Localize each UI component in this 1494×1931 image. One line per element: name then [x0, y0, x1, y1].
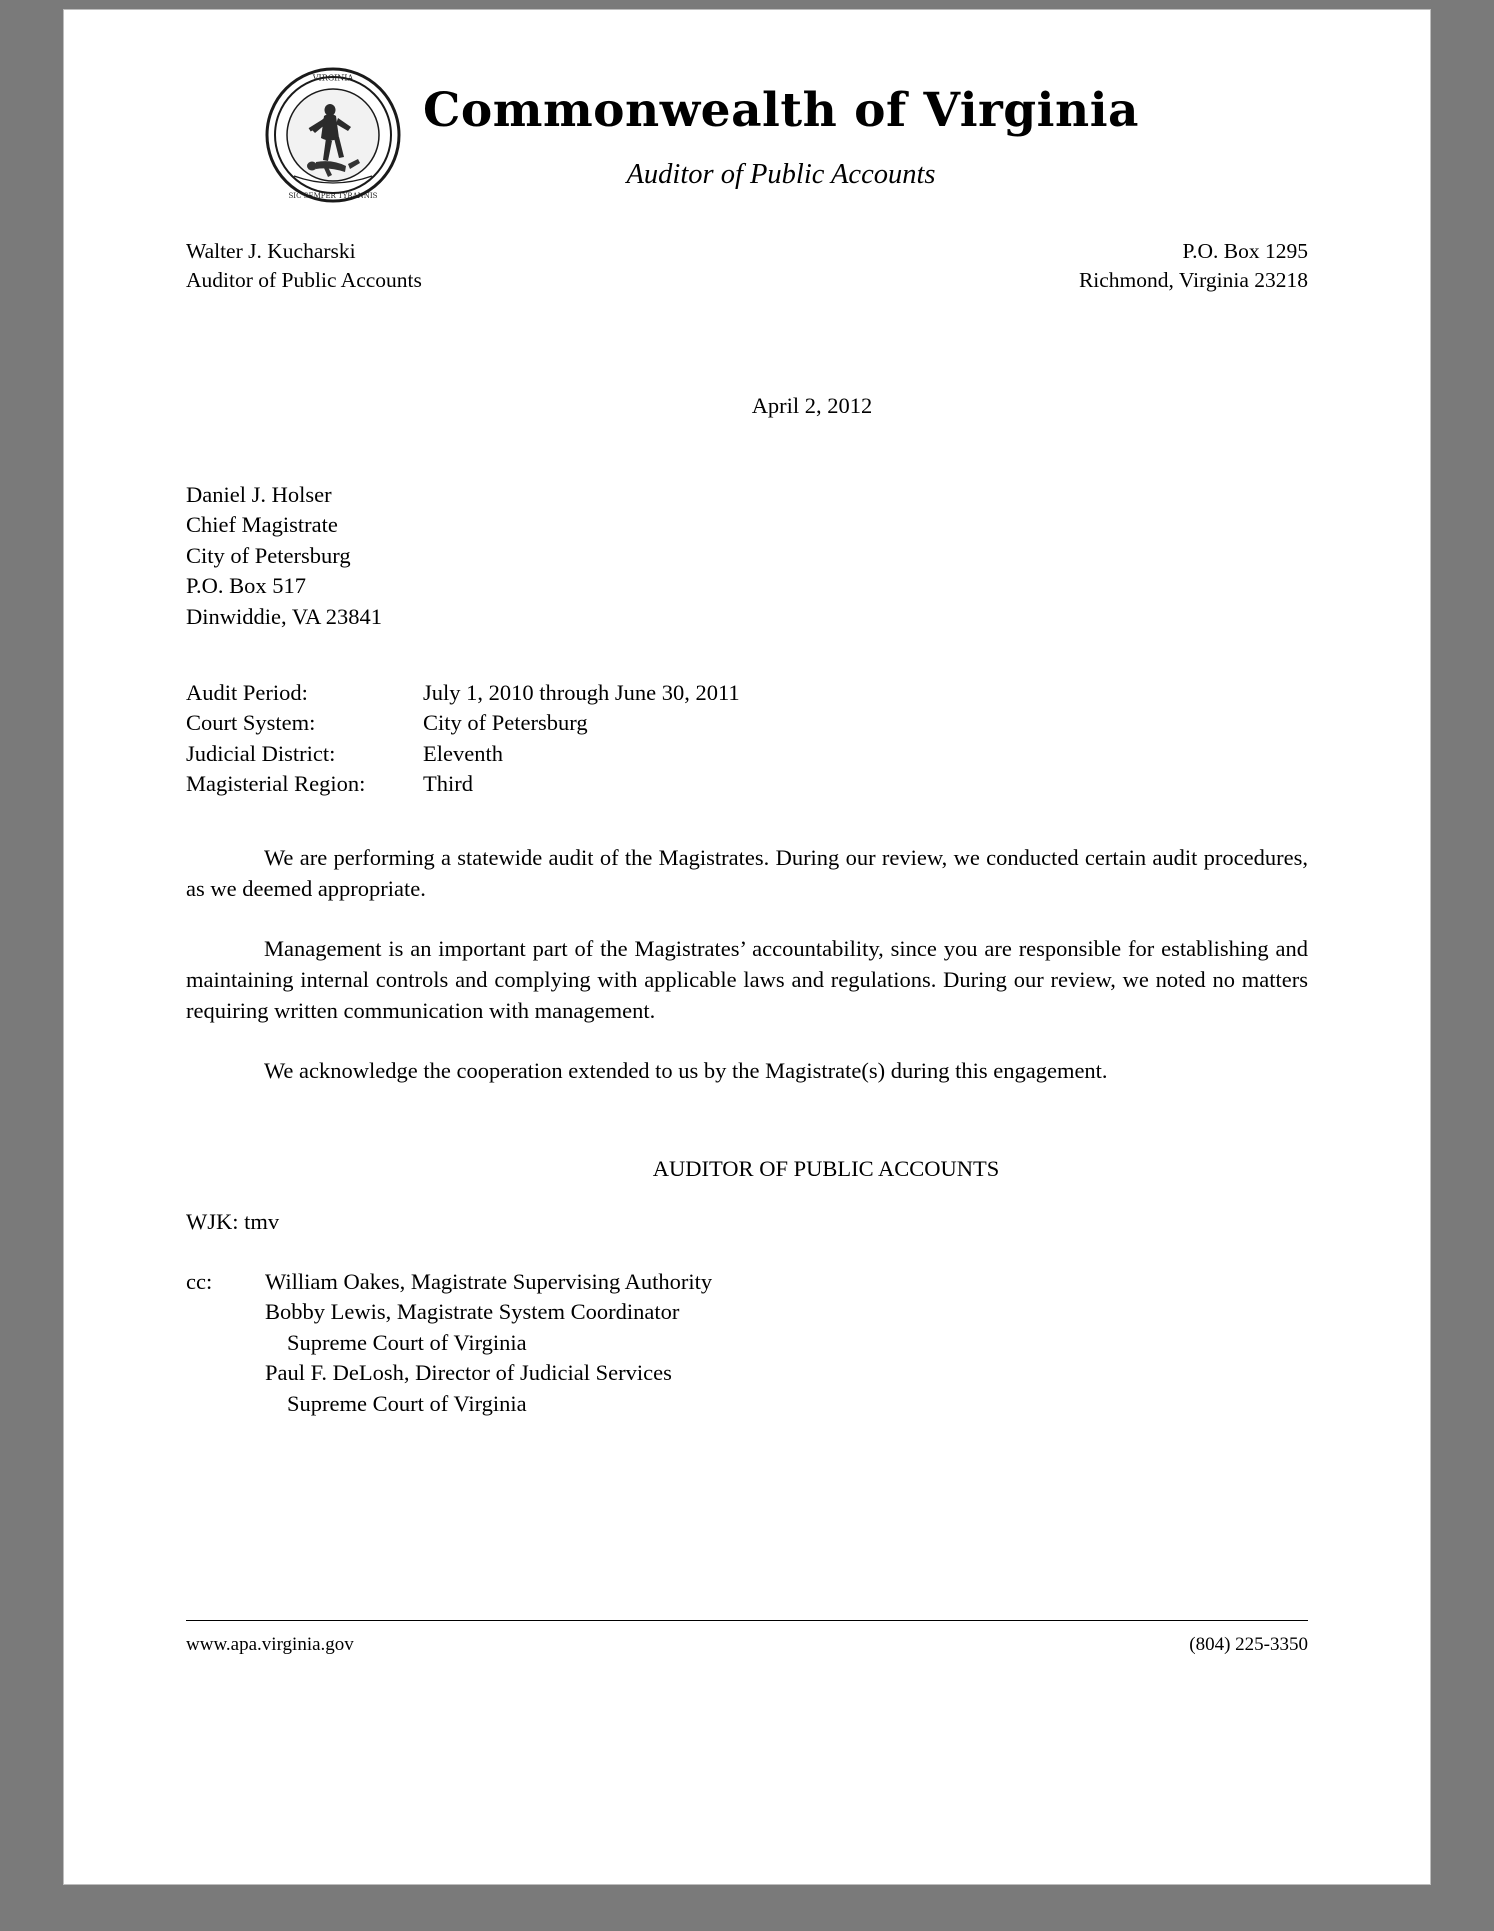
meta-label: Judicial District:	[186, 740, 336, 766]
body-paragraph: We acknowledge the cooperation extended to us by the Magistrate(s) during this engagement.	[264, 1058, 1108, 1084]
body-paragraph: Management is an important part of the Magistrates’ accountability, since you are responsible for establishing and maintaining internal controls and complying with applicable laws and regulations. During our review, we noted no matters requiring written communication with management.	[186, 936, 1308, 1024]
body-paragraph: We are performing a statewide audit of the Magistrates. During our review, we conducted certain audit procedures, as we deemed appropriate.	[186, 845, 1308, 902]
meta-label: Audit Period:	[186, 680, 308, 705]
contact-left	[186, 237, 422, 295]
org-subtitle: Auditor of Public Accounts	[626, 159, 936, 191]
footer-divider	[186, 1620, 1308, 1621]
audit-meta-block	[186, 678, 740, 800]
cc-recipient-org: Supreme Court of Virginia	[287, 1329, 527, 1355]
meta-value: July 1, 2010 through June 30, 2011	[423, 680, 740, 705]
meta-value: Third	[423, 771, 473, 797]
meta-label: Court System:	[186, 710, 316, 736]
letter-body	[186, 842, 1308, 1115]
auditor-name: Walter J. Kucharski	[186, 239, 356, 263]
cc-recipient: Paul F. DeLosh, Director of Judicial Services	[265, 1360, 672, 1386]
org-title: Commonwealth of Virginia	[422, 83, 1140, 138]
page-content	[64, 10, 1430, 1884]
meta-row	[186, 739, 740, 769]
signature-block: AUDITOR OF PUBLIC ACCOUNTS	[652, 1156, 1000, 1181]
letterhead	[64, 62, 1430, 293]
addressee-line: City of Petersburg	[186, 542, 351, 568]
meta-label: Magisterial Region:	[186, 771, 366, 797]
cc-label: cc:	[186, 1269, 213, 1294]
cc-recipient: Bobby Lewis, Magistrate System Coordinator	[265, 1299, 680, 1325]
document-page	[64, 10, 1430, 1884]
meta-value: City of Petersburg	[423, 710, 588, 736]
addressee-line: Dinwiddie, VA 23841	[186, 603, 383, 629]
footer-website[interactable]: www.apa.virginia.gov	[186, 1634, 354, 1655]
addressee-line: P.O. Box 517	[186, 573, 307, 599]
svg-text:VIRGINIA: VIRGINIA	[312, 73, 354, 83]
addressee-line: Chief Magistrate	[186, 512, 338, 538]
svg-text:SIC SEMPER TYRANNIS: SIC SEMPER TYRANNIS	[288, 192, 378, 200]
cc-recipient-org: Supreme Court of Virginia	[287, 1390, 527, 1416]
po-box: P.O. Box 1295	[1182, 239, 1308, 263]
footer-phone: (804) 225-3350	[1189, 1634, 1308, 1655]
letterhead-top-row	[64, 62, 1430, 204]
typist-initials: WJK: tmv	[186, 1209, 280, 1234]
city-state-zip: Richmond, Virginia 23218	[1078, 268, 1308, 293]
meta-row	[186, 769, 740, 799]
meta-value: Eleventh	[423, 740, 503, 766]
virginia-state-seal-icon	[264, 66, 402, 204]
cc-list	[265, 1267, 712, 1419]
cc-recipient: William Oakes, Magistrate Supervising Authority	[265, 1269, 713, 1294]
letterhead-contacts	[64, 237, 1430, 295]
auditor-title: Auditor of Public Accounts	[186, 268, 422, 293]
contact-right	[1079, 237, 1308, 295]
page-footer	[186, 1634, 1308, 1656]
addressee-block	[186, 480, 382, 632]
cc-block	[186, 1267, 712, 1419]
letter-date: April 2, 2012	[751, 393, 873, 418]
meta-row	[186, 708, 740, 738]
addressee-line: Daniel J. Holser	[186, 482, 332, 507]
meta-row	[186, 678, 740, 708]
letterhead-title-block	[402, 62, 1430, 191]
